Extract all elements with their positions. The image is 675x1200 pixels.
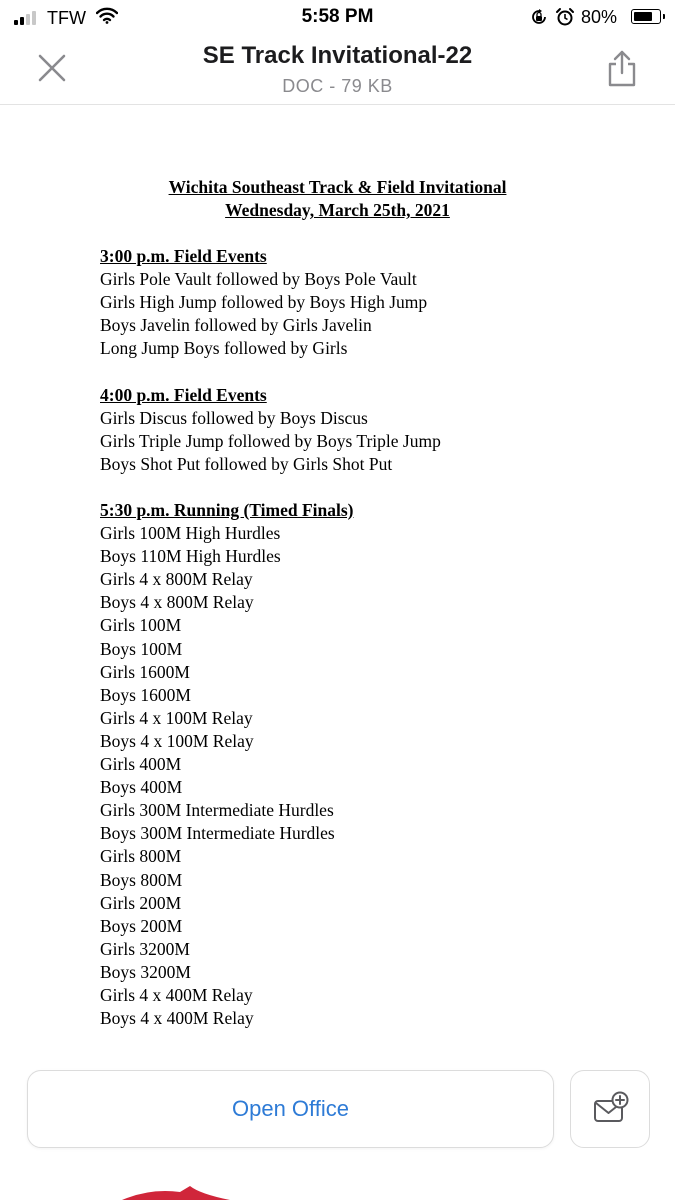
- document-header: [0, 36, 675, 105]
- alarm-icon: [555, 7, 575, 27]
- schedule-section: [100, 384, 441, 476]
- event-item: Boys 4 x 800M Relay: [100, 592, 254, 613]
- document-preview: [0, 104, 675, 1044]
- office-logo-icon: [120, 1186, 240, 1200]
- open-office-label: Open Office: [232, 1096, 349, 1121]
- event-item: Girls 400M: [100, 754, 182, 775]
- battery-percentage: 80%: [581, 7, 618, 27]
- event-item: Girls 300M Intermediate Hurdles: [100, 800, 334, 821]
- section-heading: 3:00 p.m. Field Events: [100, 246, 267, 266]
- event-item: Girls 800M: [100, 846, 182, 867]
- event-item: Boys 300M Intermediate Hurdles: [100, 823, 335, 844]
- event-date: Wednesday, March 25th, 2021: [225, 200, 450, 220]
- event-item: Girls 1600M: [100, 661, 190, 682]
- envelope-add-icon: [593, 1091, 629, 1125]
- carrier-name: TFW: [47, 8, 86, 28]
- status-time: 5:58 PM: [301, 6, 374, 27]
- event-item: Boys 4 x 400M Relay: [100, 1008, 254, 1029]
- event-item: Boys 200M: [100, 915, 183, 936]
- document-file-info: DOC - 79 KB: [282, 76, 393, 96]
- event-item: Boys 110M High Hurdles: [100, 546, 281, 567]
- status-bar: [0, 0, 675, 36]
- section-heading: 4:00 p.m. Field Events: [100, 385, 267, 405]
- event-item: Girls 4 x 100M Relay: [100, 707, 253, 728]
- event-item: Girls High Jump followed by Boys High Jump: [100, 292, 428, 313]
- schedule-section: [100, 245, 427, 360]
- event-item: Boys Javelin followed by Girls Javelin: [100, 315, 372, 336]
- event-item: Girls 4 x 800M Relay: [100, 569, 253, 590]
- event-item: Girls Triple Jump followed by Boys Triple Jump: [100, 431, 441, 452]
- event-title: Wichita Southeast Track & Field Invitational: [168, 177, 507, 197]
- event-item: Girls Discus followed by Boys Discus: [100, 408, 368, 429]
- open-office-button[interactable]: [27, 1070, 554, 1148]
- battery-icon: [631, 9, 661, 24]
- event-item: Girls Pole Vault followed by Boys Pole Vault: [100, 269, 417, 290]
- event-item: Girls 3200M: [100, 938, 190, 959]
- document-title: SE Track Invitational-22: [202, 42, 473, 69]
- event-item: Girls 100M High Hurdles: [100, 523, 281, 544]
- event-item: Girls 4 x 400M Relay: [100, 984, 253, 1005]
- section-heading: 5:30 p.m. Running (Timed Finals): [100, 500, 354, 520]
- event-item: Boys 4 x 100M Relay: [100, 730, 254, 751]
- event-item: Boys 800M: [100, 869, 183, 890]
- share-icon[interactable]: [604, 48, 640, 88]
- email-attachment-button[interactable]: [570, 1070, 650, 1148]
- event-item: Boys 3200M: [100, 961, 191, 982]
- event-item: Girls 100M: [100, 615, 182, 636]
- event-item: Girls 200M: [100, 892, 182, 913]
- schedule-section: [100, 499, 353, 1030]
- event-item: Boys 1600M: [100, 684, 191, 705]
- event-item: Boys 100M: [100, 638, 183, 659]
- event-item: Boys Shot Put followed by Girls Shot Put: [100, 454, 393, 475]
- event-item: Boys 400M: [100, 777, 183, 798]
- orientation-lock-icon: [530, 8, 548, 26]
- event-item: Long Jump Boys followed by Girls: [100, 338, 348, 359]
